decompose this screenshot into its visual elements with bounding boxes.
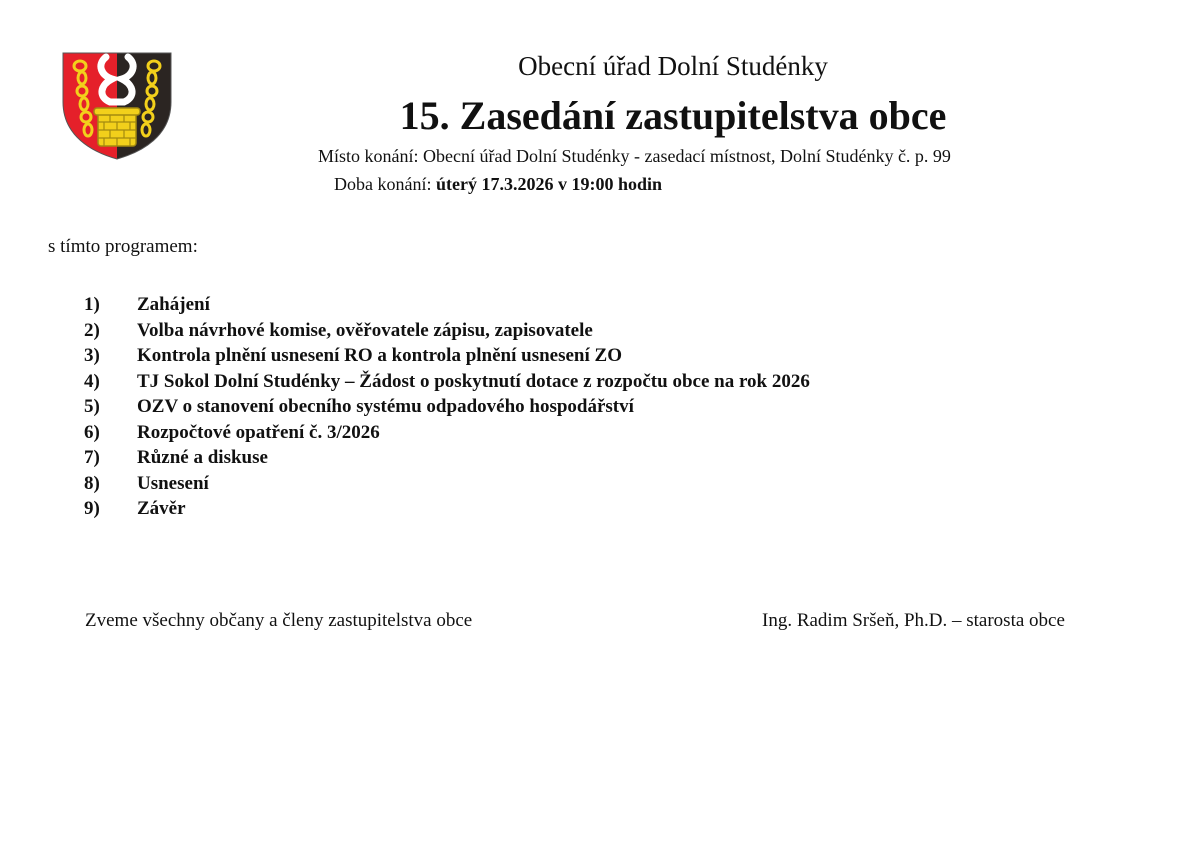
- agenda-item: [84, 292, 810, 318]
- agenda-item-text: TJ Sokol Dolní Studénky – Žádost o poskytnutí dotace z rozpočtu obce na rok 2026: [137, 370, 810, 392]
- agenda-item: [84, 445, 810, 471]
- mayor-signature: Ing. Radim Sršeň, Ph.D. – starosta obce: [762, 610, 1065, 631]
- meeting-title: 15. Zasedání zastupitelstva obce: [399, 93, 947, 138]
- time-value: úterý 17.3.2026 v 19:00 hodin: [435, 174, 662, 194]
- agenda-item-number: 5): [84, 396, 100, 417]
- agenda-intro: s tímto programem:: [48, 236, 198, 257]
- agenda-item-number: 7): [84, 447, 100, 468]
- agenda-item: [84, 420, 810, 446]
- agenda-item-number: 8): [84, 472, 100, 494]
- agenda-list: [84, 292, 810, 522]
- agenda-item: [84, 496, 810, 522]
- agenda-item-number: 6): [84, 421, 100, 443]
- agenda-item-number: 4): [84, 370, 100, 392]
- agenda-item: [84, 369, 810, 395]
- agenda-item-number: 9): [84, 498, 100, 519]
- invitation-text: Zveme všechny občany a členy zastupitelstva obce: [85, 610, 473, 631]
- place-value: Obecní úřad Dolní Studénky - zasedací místnost, Dolní Studénky č. p. 99: [423, 146, 951, 166]
- agenda-item-text: Různé a diskuse: [137, 447, 268, 468]
- agenda-item: [84, 318, 810, 344]
- place-label: Místo konání:: [318, 146, 419, 166]
- agenda-item: [84, 394, 810, 420]
- agenda-item-text: Kontrola plnění usnesení RO a kontrola plnění usnesení ZO: [137, 345, 622, 366]
- agenda-item-text: OZV o stanovení obecního systému odpadového hospodářství: [137, 396, 634, 417]
- agenda-item-text: Volba návrhové komise, ověřovatele zápisu, zapisovatele: [137, 319, 593, 341]
- meeting-place: [318, 144, 951, 168]
- meeting-time: [334, 172, 662, 196]
- agenda-item-text: Zahájení: [137, 294, 210, 315]
- agenda-item-text: Usnesení: [137, 472, 209, 494]
- agenda-item: [84, 471, 810, 497]
- agenda-item-number: 2): [84, 319, 100, 341]
- time-label: Doba konání:: [334, 174, 432, 194]
- agenda-item-text: Závěr: [137, 498, 186, 519]
- office-name: Obecní úřad Dolní Studénky: [518, 51, 828, 81]
- agenda-item-number: 1): [84, 294, 100, 315]
- agenda-item-number: 3): [84, 345, 100, 366]
- agenda-item-text: Rozpočtové opatření č. 3/2026: [137, 421, 380, 443]
- agenda-item: [84, 343, 810, 369]
